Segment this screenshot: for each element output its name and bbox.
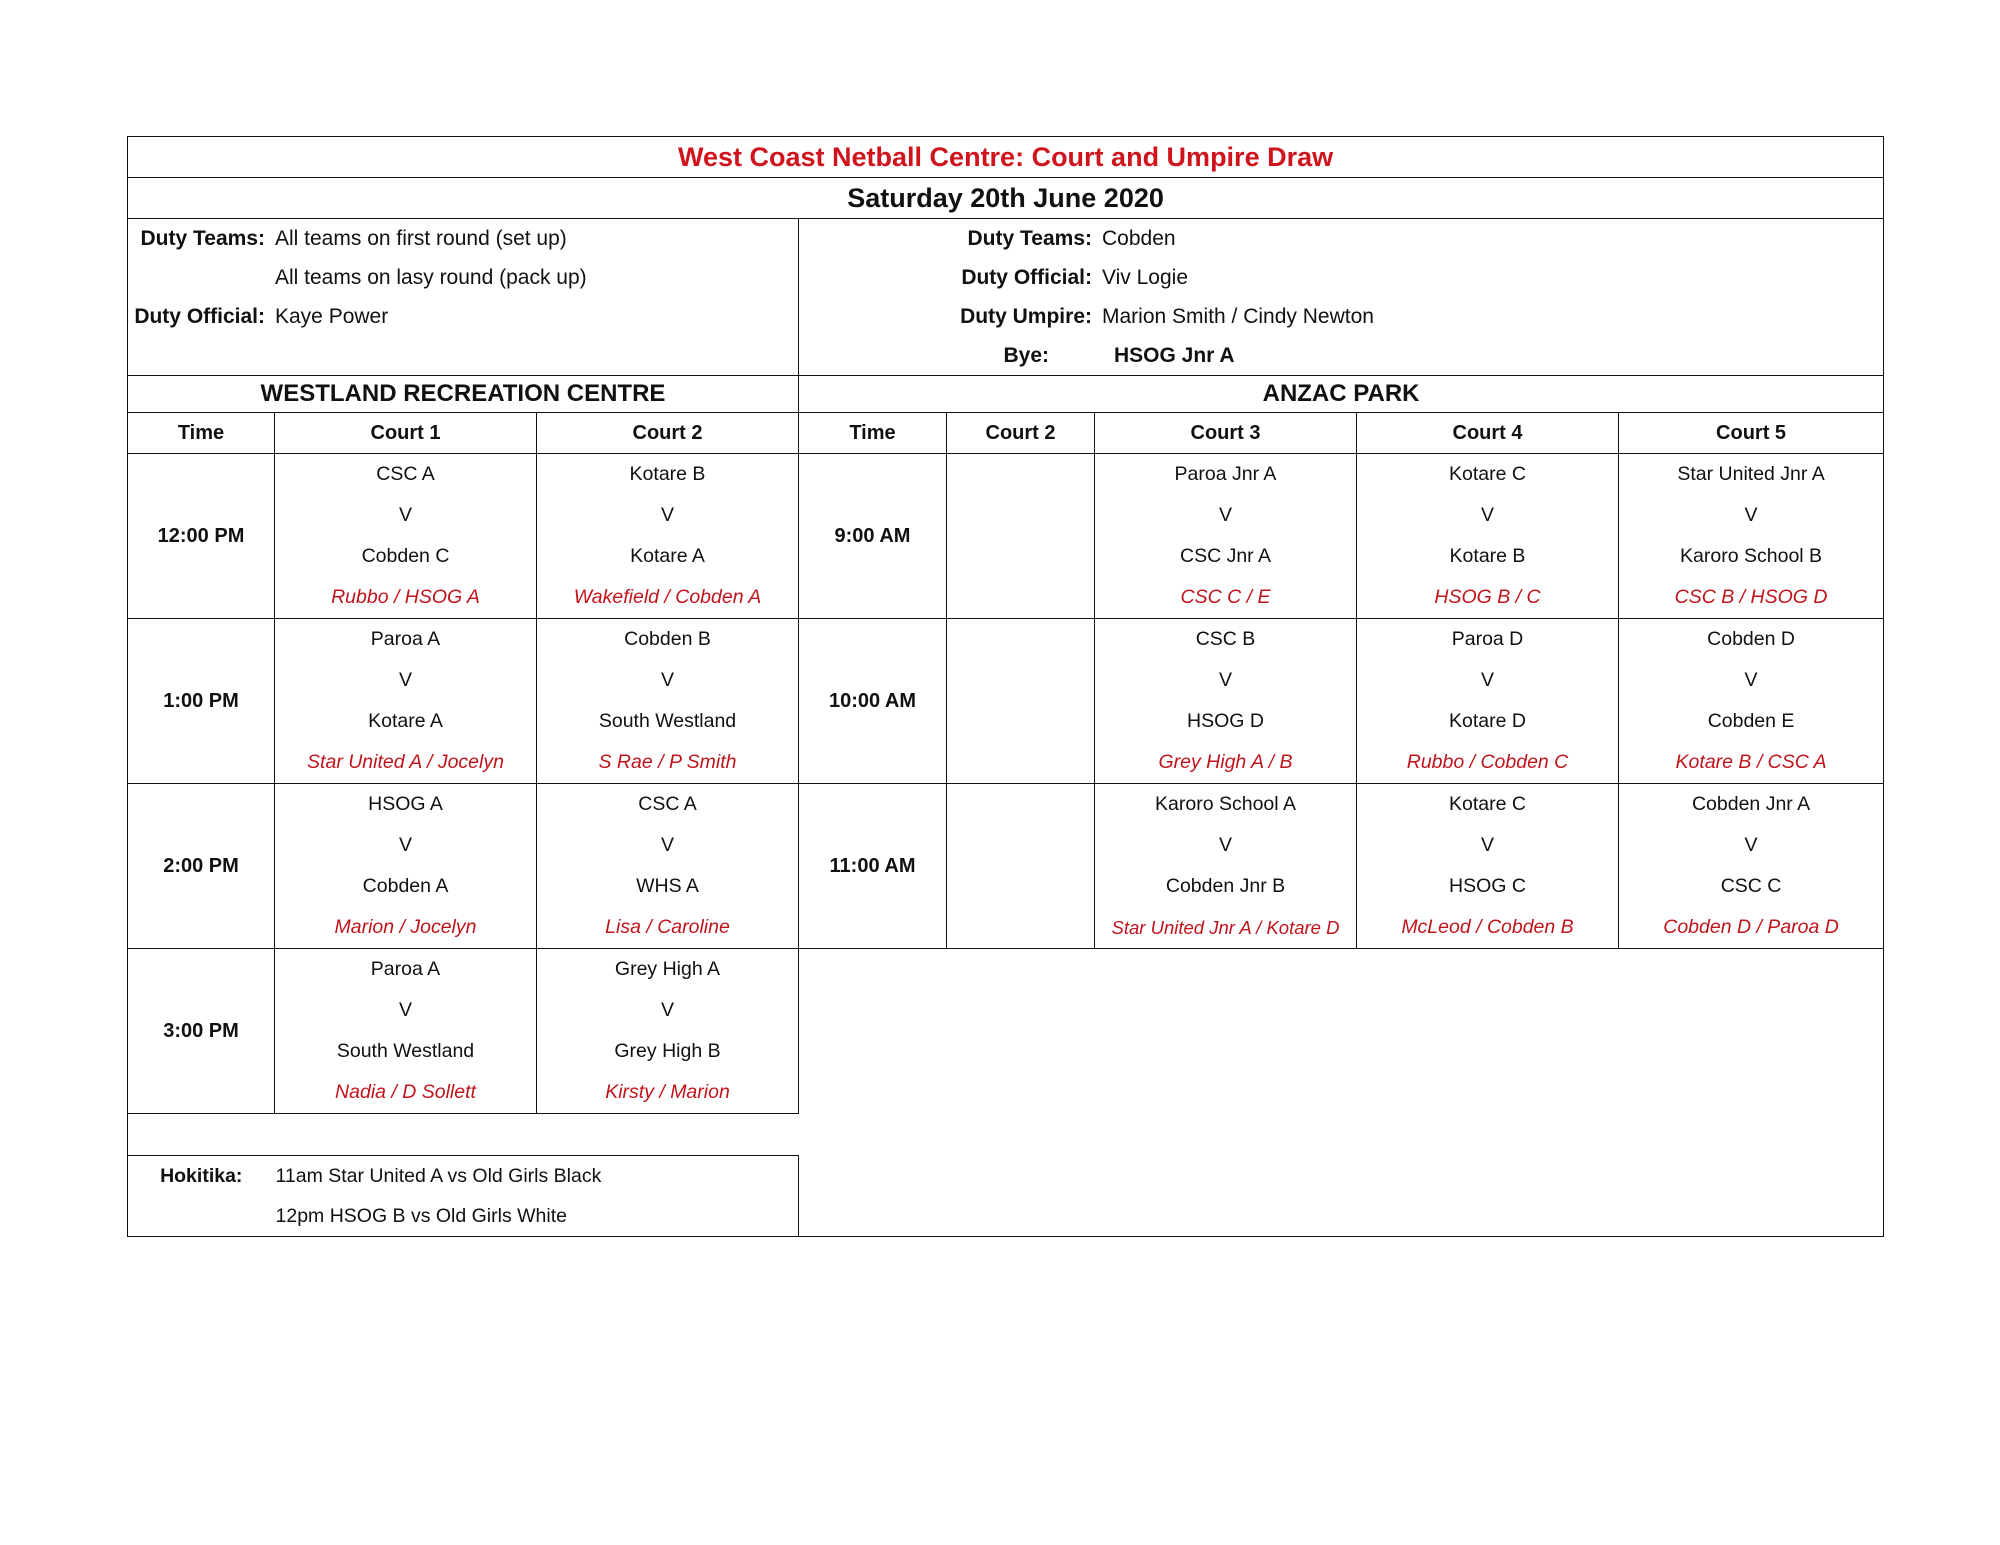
- game-vs: V: [1357, 825, 1619, 866]
- game-home: Karoro School A: [1095, 784, 1357, 826]
- game-umpires: Rubbo / HSOG A: [275, 577, 537, 619]
- empty-area: [799, 949, 1884, 1237]
- page-title: West Coast Netball Centre: Court and Umpire Draw: [128, 137, 1884, 178]
- game-vs: V: [537, 990, 799, 1031]
- right-duty-official-label: Duty Official:: [961, 266, 1092, 289]
- game-vs: V: [1357, 495, 1619, 536]
- game-vs: V: [275, 495, 537, 536]
- game-away: Karoro School B: [1619, 536, 1884, 577]
- game-home: Paroa A: [275, 619, 537, 661]
- right-duty-info: [799, 219, 1884, 376]
- bye-label: Bye:: [1003, 344, 1049, 367]
- venue-anzac: ANZAC PARK: [799, 376, 1884, 413]
- game-vs: V: [1619, 825, 1884, 866]
- game-home: Paroa D: [1357, 619, 1619, 661]
- anzac-col-court4: Court 4: [1357, 413, 1619, 454]
- westland-col-court2: Court 2: [537, 413, 799, 454]
- game-away: South Westland: [537, 701, 799, 742]
- game-home: Paroa A: [275, 949, 537, 991]
- westland-time: 1:00 PM: [128, 619, 275, 784]
- game-vs: V: [1095, 495, 1357, 536]
- anzac-court2-empty: [947, 619, 1095, 784]
- game-vs: V: [537, 825, 799, 866]
- game-away: Cobden A: [275, 866, 537, 907]
- game-home: Cobden Jnr A: [1619, 784, 1884, 826]
- game-away: HSOG D: [1095, 701, 1357, 742]
- right-duty-umpire: Marion Smith / Cindy Newton: [1102, 305, 1374, 328]
- game-umpires: Kirsty / Marion: [537, 1072, 799, 1114]
- game-home: CSC A: [275, 454, 537, 496]
- game-home: Kotare B: [537, 454, 799, 496]
- game-umpires: Star United Jnr A / Kotare D: [1095, 907, 1357, 949]
- game-away: Kotare A: [275, 701, 537, 742]
- left-duty-teams-line2: All teams on lasy round (pack up): [275, 266, 587, 289]
- hokitika-game-1: 11am Star United A vs Old Girls Black: [275, 1156, 799, 1197]
- game-vs: V: [275, 990, 537, 1031]
- game-home: CSC B: [1095, 619, 1357, 661]
- westland-time: 3:00 PM: [128, 949, 275, 1114]
- right-duty-official: Viv Logie: [1102, 266, 1189, 289]
- game-home: CSC A: [537, 784, 799, 826]
- game-vs: V: [1095, 660, 1357, 701]
- game-umpires: Marion / Jocelyn: [275, 907, 537, 949]
- anzac-col-court2: Court 2: [947, 413, 1095, 454]
- game-home: Cobden B: [537, 619, 799, 661]
- game-umpires: Lisa / Caroline: [537, 907, 799, 949]
- hokitika-label-spacer: [128, 1196, 275, 1237]
- game-vs: V: [1619, 495, 1884, 536]
- game-away: CSC C: [1619, 866, 1884, 907]
- game-umpires: Kotare B / CSC A: [1619, 742, 1884, 784]
- game-away: Grey High B: [537, 1031, 799, 1072]
- bye-team: HSOG Jnr A: [1114, 344, 1235, 367]
- left-duty-official: Kaye Power: [275, 305, 389, 328]
- game-umpires: Star United A / Jocelyn: [275, 742, 537, 784]
- game-umpires: Nadia / D Sollett: [275, 1072, 537, 1114]
- game-vs: V: [537, 660, 799, 701]
- game-vs: V: [275, 825, 537, 866]
- spacer-row: [128, 1114, 799, 1156]
- game-umpires: McLeod / Cobden B: [1357, 907, 1619, 949]
- left-duty-official-label: Duty Official:: [134, 305, 265, 328]
- game-away: Kotare A: [537, 536, 799, 577]
- game-home: Kotare C: [1357, 784, 1619, 826]
- game-home: HSOG A: [275, 784, 537, 826]
- game-home: Kotare C: [1357, 454, 1619, 496]
- game-vs: V: [275, 660, 537, 701]
- hokitika-game-2: 12pm HSOG B vs Old Girls White: [275, 1196, 799, 1237]
- left-duty-info: [128, 219, 799, 376]
- westland-col-time: Time: [128, 413, 275, 454]
- game-away: HSOG C: [1357, 866, 1619, 907]
- game-umpires: CSC C / E: [1095, 577, 1357, 619]
- game-home: Paroa Jnr A: [1095, 454, 1357, 496]
- game-home: Cobden D: [1619, 619, 1884, 661]
- game-umpires: Grey High A / B: [1095, 742, 1357, 784]
- game-umpires: CSC B / HSOG D: [1619, 577, 1884, 619]
- anzac-court2-empty: [947, 784, 1095, 949]
- game-vs: V: [1095, 825, 1357, 866]
- right-duty-umpire-label: Duty Umpire:: [960, 305, 1092, 328]
- anzac-court2-empty: [947, 454, 1095, 619]
- anzac-time: 11:00 AM: [799, 784, 947, 949]
- draw-table: [127, 136, 1884, 1237]
- game-vs: V: [537, 495, 799, 536]
- left-duty-teams-line1: All teams on first round (set up): [275, 227, 567, 250]
- game-away: WHS A: [537, 866, 799, 907]
- game-away: Cobden Jnr B: [1095, 866, 1357, 907]
- anzac-col-court3: Court 3: [1095, 413, 1357, 454]
- game-away: Kotare B: [1357, 536, 1619, 577]
- hokitika-label: Hokitika:: [128, 1156, 275, 1197]
- right-duty-teams-label: Duty Teams:: [967, 227, 1092, 250]
- game-vs: V: [1619, 660, 1884, 701]
- game-home: Star United Jnr A: [1619, 454, 1884, 496]
- westland-col-court1: Court 1: [275, 413, 537, 454]
- draw-date: Saturday 20th June 2020: [128, 178, 1884, 219]
- game-away: South Westland: [275, 1031, 537, 1072]
- game-away: CSC Jnr A: [1095, 536, 1357, 577]
- right-duty-teams: Cobden: [1102, 227, 1176, 250]
- game-umpires: Cobden D / Paroa D: [1619, 907, 1884, 949]
- anzac-col-time: Time: [799, 413, 947, 454]
- anzac-col-court5: Court 5: [1619, 413, 1884, 454]
- anzac-time: 10:00 AM: [799, 619, 947, 784]
- westland-time: 2:00 PM: [128, 784, 275, 949]
- game-home: Grey High A: [537, 949, 799, 991]
- anzac-time: 9:00 AM: [799, 454, 947, 619]
- game-umpires: Rubbo / Cobden C: [1357, 742, 1619, 784]
- game-umpires: Wakefield / Cobden A: [537, 577, 799, 619]
- game-umpires: S Rae / P Smith: [537, 742, 799, 784]
- left-duty-teams-label: Duty Teams:: [140, 227, 265, 250]
- game-away: Kotare D: [1357, 701, 1619, 742]
- game-away: Cobden E: [1619, 701, 1884, 742]
- game-vs: V: [1357, 660, 1619, 701]
- westland-time: 12:00 PM: [128, 454, 275, 619]
- draw-sheet: [127, 136, 1883, 1237]
- venue-westland: WESTLAND RECREATION CENTRE: [128, 376, 799, 413]
- game-umpires: HSOG B / C: [1357, 577, 1619, 619]
- game-away: Cobden C: [275, 536, 537, 577]
